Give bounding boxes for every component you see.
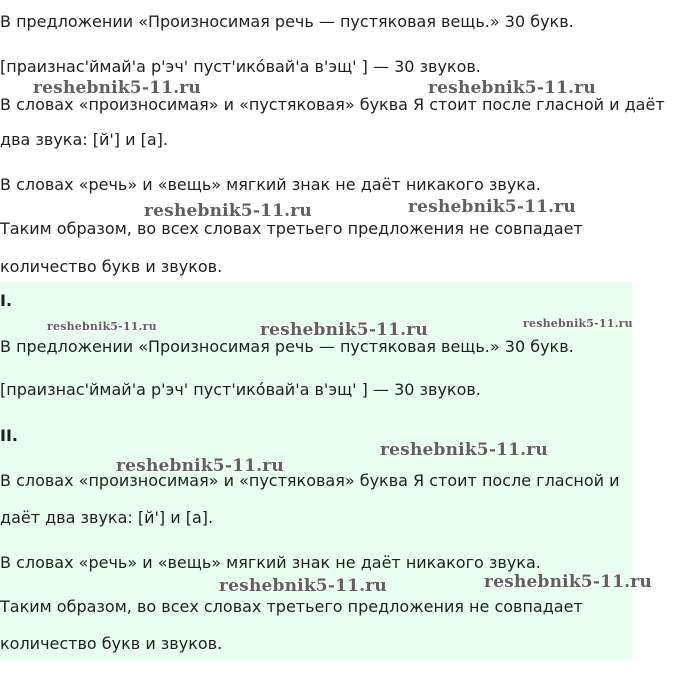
sentence-letter-count-2: В предложении «Произносимая речь — пустяковая вещь.» 30 букв. xyxy=(0,337,574,356)
watermark: reshebnik5-11.ru xyxy=(523,317,633,330)
section-label-1: I. xyxy=(0,291,13,310)
conclusion-line2-2: количество букв и звуков. xyxy=(0,634,223,653)
sentence-letter-count: В предложении «Произносимая речь — пустяковая вещь.» 30 букв. xyxy=(0,12,574,31)
transcription-2: [праизнас'ймай'а р'эч' пуст'ико́вай'а в'эщ' ] — 30 звуков. xyxy=(0,380,481,399)
paragraph-ya-line2-2: даёт два звука: [й'] и [а]. xyxy=(0,508,214,527)
paragraph-soft-sign: В словах «речь» и «вещь» мягкий знак не даёт никакого звука. xyxy=(0,175,541,194)
watermark: reshebnik5-11.ru xyxy=(33,78,201,98)
watermark: reshebnik5-11.ru xyxy=(47,320,157,333)
paragraph-soft-sign-2: В словах «речь» и «вещь» мягкий знак не даёт никакого звука. xyxy=(0,553,541,572)
watermark: reshebnik5-11.ru xyxy=(408,197,576,217)
watermark: reshebnik5-11.ru xyxy=(219,576,387,596)
watermark: reshebnik5-11.ru xyxy=(428,78,596,98)
conclusion-line1-2: Таким образом, во всех словах третьего предложения не совпадает xyxy=(0,597,583,616)
section-label-2: II. xyxy=(0,426,18,445)
conclusion-line2: количество букв и звуков. xyxy=(0,257,223,276)
watermark: reshebnik5-11.ru xyxy=(484,572,652,592)
watermark: reshebnik5-11.ru xyxy=(260,320,428,340)
paragraph-ya-line1-2: В словах «произносимая» и «пустяковая» буква Я стоит после гласной и xyxy=(0,471,620,490)
watermark: reshebnik5-11.ru xyxy=(144,201,312,221)
conclusion-line1: Таким образом, во всех словах третьего предложения не совпадает xyxy=(0,219,583,238)
watermark: reshebnik5-11.ru xyxy=(380,440,548,460)
paragraph-ya-line1: В словах «произносимая» и «пустяковая» буква Я стоит после гласной и даёт xyxy=(0,95,665,114)
watermark: reshebnik5-11.ru xyxy=(116,456,284,476)
paragraph-ya-line2: два звука: [й'] и [а]. xyxy=(0,130,168,149)
transcription: [праизнас'ймай'а р'эч' пуст'ико́вай'а в'эщ' ] — 30 звуков. xyxy=(0,57,481,76)
